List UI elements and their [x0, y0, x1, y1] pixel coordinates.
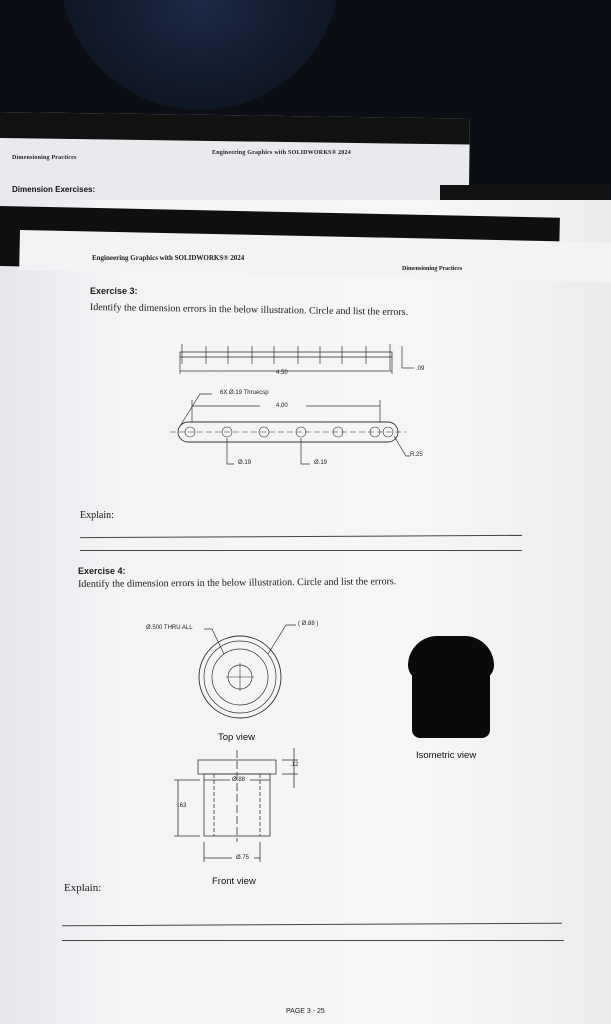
dim-base-dia: Ø.75	[236, 855, 250, 861]
exercise3-title: Exercise 3:	[90, 286, 138, 296]
dim-spacing: 4.00	[276, 403, 288, 409]
dim-thickness: .09	[416, 366, 425, 372]
background-cloth	[60, 0, 340, 110]
page-header-right: Dimensioning Practices	[402, 266, 463, 272]
dim-holes: 6X Ø.19 Thruecsp	[220, 390, 269, 396]
front-view-label: Front view	[212, 876, 256, 887]
explain3-line-1	[80, 535, 522, 538]
page-header-left: Engineering Graphics with SOLIDWORKS® 2024	[92, 254, 245, 262]
exercise3-prompt: Identify the dimension errors in the below illustration. Circle and list the errors.	[89, 302, 409, 318]
top-view-label: Top view	[218, 732, 255, 743]
main-sheet	[0, 200, 611, 1024]
exercise3-explain-label: Explain:	[80, 510, 114, 521]
exercise4-title: Exercise 4:	[78, 566, 126, 576]
dim-outer-dia: ( Ø.88 )	[298, 621, 319, 627]
dim-length: 4.50	[276, 370, 288, 376]
back-header-left: Dimensioning Practices	[12, 155, 77, 161]
dim-height-top: .12	[290, 762, 299, 768]
dim-radius: R.25	[410, 452, 423, 458]
exercise3-drawing	[170, 340, 440, 470]
exercise4-explain-label: Explain:	[64, 882, 102, 894]
explain3-line-2	[80, 550, 522, 551]
dim-thru-hole: Ø.500 THRU ALL	[146, 625, 193, 631]
back-header-right: Engineering Graphics with SOLIDWORKS® 2024	[212, 150, 351, 156]
dim-inner-dia: Ø.88	[232, 777, 246, 783]
dim-dia-left: Ø.19	[238, 460, 252, 466]
explain4-line-1	[62, 923, 562, 927]
front-view-drawing	[170, 746, 310, 872]
page-footer: PAGE 3 - 25	[286, 1008, 325, 1015]
isometric-view-label: Isometric view	[416, 750, 477, 761]
isometric-view-image	[412, 636, 490, 738]
dim-dia-right: Ø.19	[314, 460, 328, 466]
dim-height: .63	[178, 803, 187, 809]
exercise4-prompt: Identify the dimension errors in the below illustration. Circle and list the errors.	[78, 576, 397, 590]
explain4-line-2	[62, 940, 564, 941]
top-view-drawing	[190, 620, 300, 730]
back-section-title: Dimension Exercises:	[12, 185, 96, 194]
